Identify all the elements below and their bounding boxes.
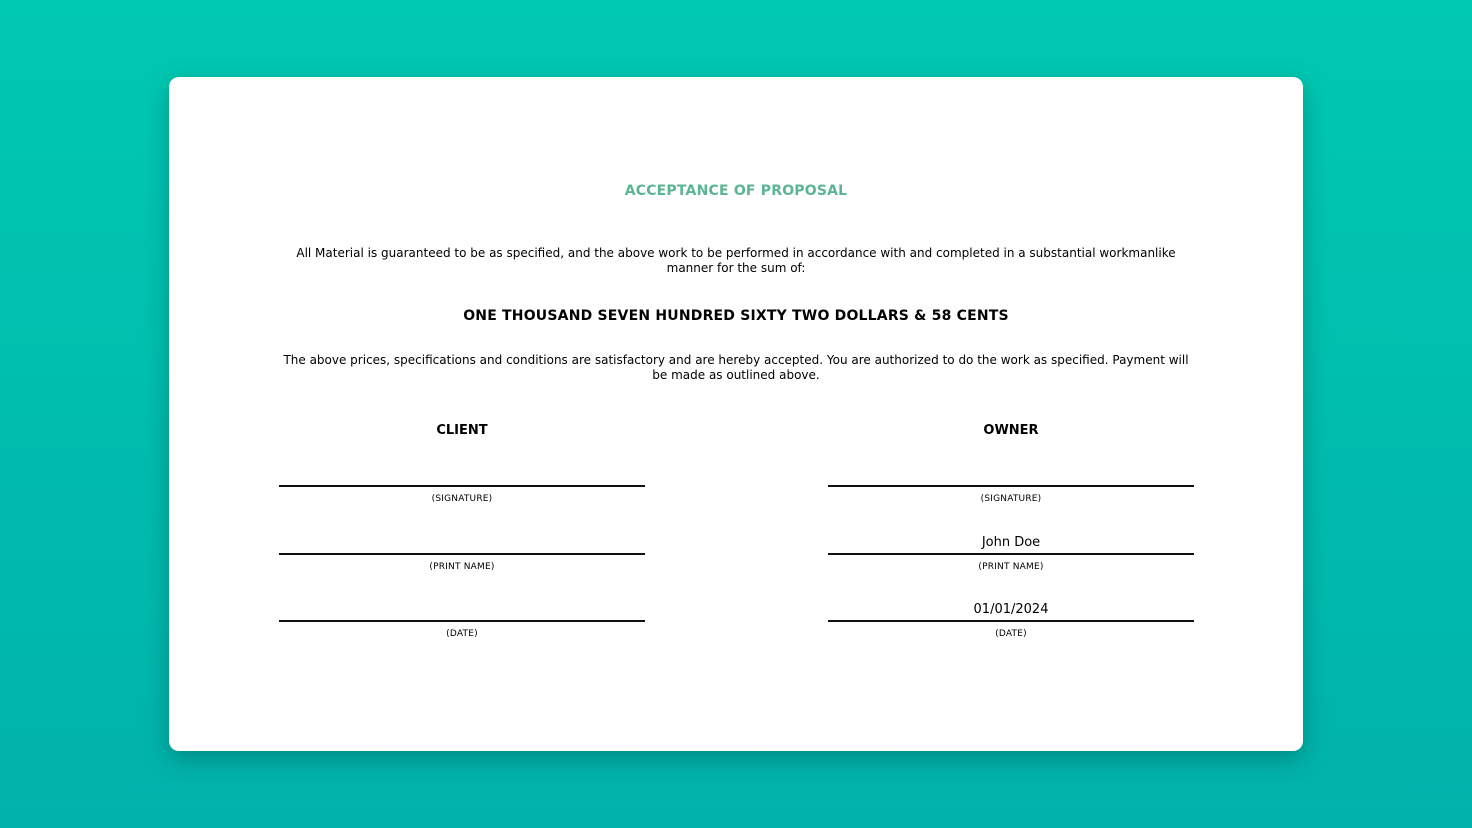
document-title: ACCEPTANCE OF PROPOSAL xyxy=(624,183,848,199)
client-print-name-field[interactable] xyxy=(279,533,645,573)
client-date-caption: (DATE) xyxy=(446,629,478,639)
client-heading: CLIENT xyxy=(436,423,488,438)
client-signature-block xyxy=(279,422,645,639)
owner-print-name-caption: (PRINT NAME) xyxy=(978,562,1044,572)
client-signature-line[interactable] xyxy=(279,465,645,487)
owner-date-line[interactable]: 01/01/2024 xyxy=(828,600,1194,622)
owner-print-name-field[interactable] xyxy=(828,533,1194,573)
owner-print-name-line[interactable]: John Doe xyxy=(828,533,1194,555)
owner-date-field[interactable] xyxy=(828,600,1194,640)
amount-in-words: ONE THOUSAND SEVEN HUNDRED SIXTY TWO DOLLARS & 58 CENTS xyxy=(463,308,1009,324)
owner-heading: OWNER xyxy=(983,423,1039,438)
owner-signature-line[interactable] xyxy=(828,465,1194,487)
intro-paragraph: All Material is guaranteed to be as specified, and the above work to be performed in accordance with and completed in a substantial workmanlike manner for the sum of: xyxy=(296,246,1176,275)
proposal-card xyxy=(169,77,1303,751)
owner-signature-field[interactable] xyxy=(828,465,1194,505)
client-print-name-line[interactable] xyxy=(279,533,645,555)
owner-date-caption: (DATE) xyxy=(995,629,1027,639)
acceptance-paragraph: The above prices, specifications and conditions are satisfactory and are hereby accepted. You are authorized to do the work as specified. Payment will be made as outlined above. xyxy=(283,353,1189,382)
client-signature-field[interactable] xyxy=(279,465,645,505)
client-print-name-caption: (PRINT NAME) xyxy=(429,562,495,572)
client-date-line[interactable] xyxy=(279,600,645,622)
client-date-field[interactable] xyxy=(279,600,645,640)
owner-signature-block xyxy=(828,422,1194,639)
owner-signature-caption: (SIGNATURE) xyxy=(980,494,1042,504)
client-signature-caption: (SIGNATURE) xyxy=(431,494,493,504)
